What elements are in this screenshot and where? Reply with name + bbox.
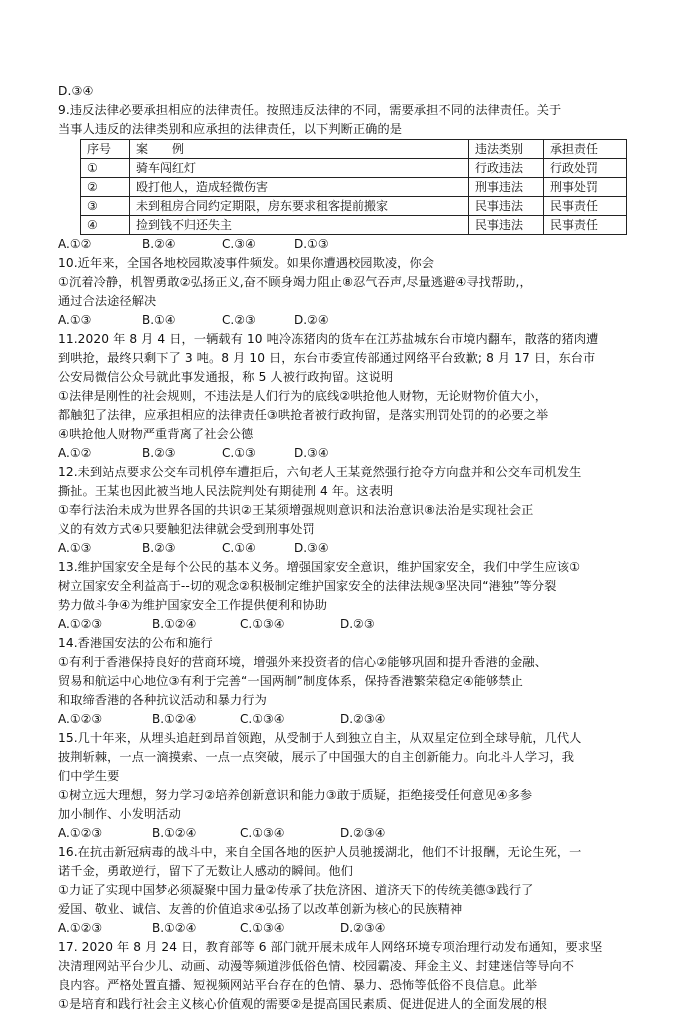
q15-choice-line: 加小制作、小发明活动 <box>58 807 181 821</box>
law-table <box>80 139 627 235</box>
question-17 <box>58 938 678 1014</box>
table-cell: ② <box>81 178 130 197</box>
q10-choice-line: 通过合法途径解决 <box>58 294 157 308</box>
question-12 <box>58 463 678 558</box>
table-cell: 民事违法 <box>469 197 544 216</box>
option-a: A.①②③ <box>58 617 103 631</box>
option-c: C.①③④ <box>240 617 285 631</box>
option-d: D.③④ <box>294 541 329 555</box>
option-d: D.②④ <box>294 313 329 327</box>
option-b: B.②③ <box>142 541 176 555</box>
q9-options <box>58 235 678 254</box>
question-13 <box>58 558 678 634</box>
q9-stem-line: 当事人违反的法律类别和应承担的法律责任，以下判断正确的是 <box>58 122 403 136</box>
q17-choice-line: ①是培育和践行社会主义核心价值观的需要②是提高国民素质、促进促进人的全面发展的根 <box>58 997 547 1011</box>
table-row <box>81 159 627 178</box>
option-a: A.①② <box>58 237 92 251</box>
q16-stem-line: 诺千金，勇敢逆行，留下了无数让人感动的瞬间。他们 <box>58 864 353 878</box>
q16-choice-line: ①力证了实现中国梦必须凝聚中国力量②传承了扶危济困、道济天下的传统美德③践行了 <box>58 883 534 897</box>
q11-stem-line: 到哄抢，最终只剩下了 3 吨。8 月 10 日，东台市委宣传部通过网络平台致歉; 8 月 17 日，东台市 <box>58 351 596 365</box>
table-cell: 骑车闯红灯 <box>130 159 469 178</box>
header-cell: 案 例 <box>130 140 469 159</box>
q13-stem-line: 13.维护国家安全是每个公民的基本义务。增强国家安全意识，维护国家安全，我们中学生应该① <box>58 560 581 574</box>
q12-choice-line: 义的有效方式④只要触犯法律就会受到刑事处罚 <box>58 522 315 536</box>
q11-choice-line: 都触犯了法律，应承担相应的法律责任③哄抢者被行政拘留，是落实刑罚处罚的的必要之举 <box>58 408 549 422</box>
option-d: D.②③ <box>340 617 375 631</box>
q12-stem-line: 12.未到站点要求公交车司机停车遭拒后，六旬老人王某竟然强行抢夺方向盘并和公交车司机发生 <box>58 465 582 479</box>
q15-options <box>58 824 678 843</box>
option-b: B.①②④ <box>152 617 197 631</box>
q14-choice-line: 和取缔香港的各种抗议活动和暴力行为 <box>58 693 267 707</box>
table-cell: 行政处罚 <box>544 159 627 178</box>
q11-stem-line: 公安局微信公众号就此事发通报，称 5 人被行政拘留。这说明 <box>58 370 394 384</box>
option-a: A.①②③ <box>58 712 103 726</box>
q13-options <box>58 615 678 634</box>
option-d: D.②③④ <box>340 712 386 726</box>
q11-options <box>58 444 678 463</box>
table-cell: ③ <box>81 197 130 216</box>
table-cell: 捡到钱不归还失主 <box>130 216 469 235</box>
option-c: C.①④ <box>222 541 256 555</box>
option-d: D.②③④ <box>340 921 386 935</box>
q10-choice-line: ①沉着冷静，机智勇敢②弘扬正义,奋不顾身竭力阻止⑧忍气吞声,尽量逃避④寻找帮助,， <box>58 275 532 289</box>
table-cell: 殴打他人，造成轻微伤害 <box>130 178 469 197</box>
q16-stem-line: 16.在抗击新冠病毒的战斗中，来自全国各地的医护人员驰援湖北，他们不计报酬，无论生死，一 <box>58 845 582 859</box>
q9-stem-line: 9.违反法律必要承担相应的法律责任。按照违反法律的不同，需要承担不同的法律责任。关于 <box>58 103 562 117</box>
option-c: C.①③④ <box>240 826 285 840</box>
option-b: B.①②④ <box>152 826 197 840</box>
table-cell: ① <box>81 159 130 178</box>
table-row <box>81 178 627 197</box>
q16-options <box>58 919 678 938</box>
question-14 <box>58 634 678 729</box>
q17-stem-line: 决清理网站平台少儿、动画、动漫等频道涉低俗色情、校园霸凌、拜金主义、封建迷信等导向不 <box>58 959 575 973</box>
q12-options <box>58 539 678 558</box>
q10-options <box>58 311 678 330</box>
table-cell: 民事违法 <box>469 216 544 235</box>
table-header-row <box>81 140 627 159</box>
option-c: C.①③④ <box>240 712 285 726</box>
q17-stem-line: 17. 2020 年 8 月 24 日，教育部等 6 部门就开展未成年人网络环境专项治理行动发布通知，要求坚 <box>58 940 603 954</box>
q12-stem-line: 撕扯。王某也因此被当地人民法院判处有期徒刑 4 年。这表明 <box>58 484 394 498</box>
q14-choice-line: ①有利于香港保持良好的营商环境，增强外来投资者的信心②能够巩固和提升香港的金融、 <box>58 655 547 669</box>
q13-stem-line: 势力做斗争④为维护国家安全工作提供便利和协助 <box>58 598 328 612</box>
q11-choice-line: ④哄抢他人财物严重背离了社会公德 <box>58 427 254 441</box>
option-a: A.①②③ <box>58 921 103 935</box>
table-cell: 未到租房合同约定期限，房东要求租客提前搬家 <box>130 197 469 216</box>
header-cell: 承担责任 <box>544 140 627 159</box>
table-cell: 民事责任 <box>544 197 627 216</box>
option-b: B.①②④ <box>152 712 197 726</box>
q15-stem-line: 披荆斩棘，一点一滴摸索、一点一点突破，展示了中国强大的自主创新能力。向北斗人学习，我 <box>58 750 575 764</box>
option-c: C.①③④ <box>240 921 285 935</box>
table-cell: 刑事处罚 <box>544 178 627 197</box>
question-10 <box>58 254 678 330</box>
header-cell: 序号 <box>81 140 130 159</box>
option-d: D.①③ <box>294 237 329 251</box>
table-cell: 刑事违法 <box>469 178 544 197</box>
question-11 <box>58 330 678 463</box>
table-cell: 民事责任 <box>544 216 627 235</box>
option-c: C.③④ <box>222 237 256 251</box>
option-a: A.①③ <box>58 313 92 327</box>
option-b: B.①④ <box>142 313 176 327</box>
q11-stem-line: 11.2020 年 8 月 4 日，一辆载有 10 吨冷冻猪肉的货车在江苏盐城东台市境内翻车，散落的猪肉遭 <box>58 332 599 346</box>
q13-stem-line: 树立国家安全利益高于--切的观念②积极制定维护国家安全的法律法规③坚决同“港独”等分裂 <box>58 579 557 593</box>
option-b: B.②④ <box>142 237 176 251</box>
option-a: A.①② <box>58 446 92 460</box>
option-a: A.①③ <box>58 541 92 555</box>
question-15 <box>58 729 678 843</box>
q15-stem-line: 15.几十年来，从埋头追赶到昂首领跑，从受制于人到独立自主，从双星定位到全球导航，几代人 <box>58 731 582 745</box>
option-b: B.②③ <box>142 446 176 460</box>
table-cell: 行政违法 <box>469 159 544 178</box>
q17-stem-line: 良内容。严格处置直播、短视频网站平台存在的色情、暴力、恐怖等低俗不良信息。此举 <box>58 978 538 992</box>
option-c: C.②③ <box>222 313 256 327</box>
q15-stem-line: 们中学生要 <box>58 769 120 783</box>
q16-choice-line: 爱国、敬业、诚信、友善的价值追求④弘扬了以改革创新为核心的民族精神 <box>58 902 463 916</box>
option-b: B.①②④ <box>152 921 197 935</box>
q11-choice-line: ①法律是刚性的社会规则，不违法是人们行为的底线②哄抢他人财物，无论财物价值大小， <box>58 389 547 403</box>
option-d: D.②③④ <box>340 826 386 840</box>
q10-stem-line: 10.近年来，全国各地校园欺凌事件频发。如果你遭遇校园欺凌，你会 <box>58 256 435 270</box>
q12-choice-line: ①奉行法治未成为世界各国的共识②王某须增强规则意识和法治意识⑧法治是实现社会正 <box>58 503 534 517</box>
table-row <box>81 197 627 216</box>
exam-page <box>58 82 678 1014</box>
option-d: D.③④ <box>294 446 329 460</box>
option-a: A.①②③ <box>58 826 103 840</box>
q8-option-d: D.③④ <box>58 84 94 98</box>
option-c: C.①③ <box>222 446 256 460</box>
header-cell: 违法类别 <box>469 140 544 159</box>
question-16 <box>58 843 678 938</box>
q15-choice-line: ①树立远大理想，努力学习②培养创新意识和能力③敢于质疑，拒绝接受任何意见④多参 <box>58 788 533 802</box>
table-cell: ④ <box>81 216 130 235</box>
q14-choice-line: 贸易和航运中心地位③有利于完善“一国两制”制度体系，保持香港繁荣稳定④能够禁止 <box>58 674 523 688</box>
q14-stem-line: 14.香港国安法的公布和施行 <box>58 636 213 650</box>
table-row <box>81 216 627 235</box>
q14-options <box>58 710 678 729</box>
question-9 <box>58 101 678 254</box>
